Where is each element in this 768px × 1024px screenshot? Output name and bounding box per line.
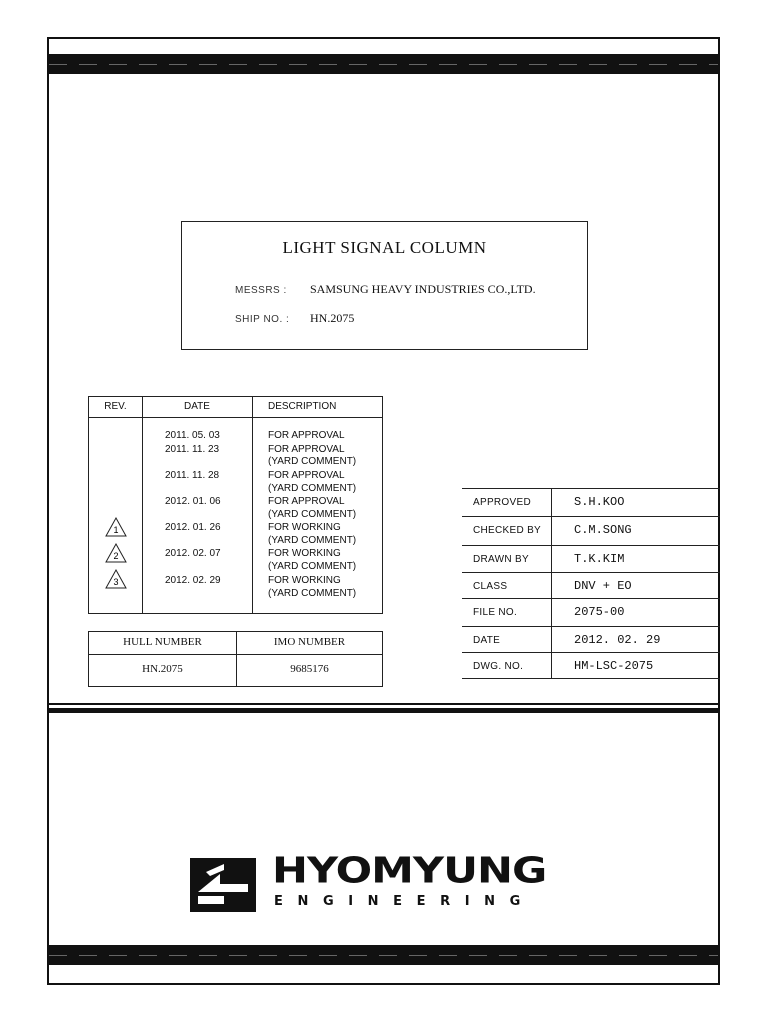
section-divider — [49, 708, 718, 713]
header-rule — [89, 417, 382, 418]
imo-number-label: IMO NUMBER — [273, 636, 346, 648]
approved-value: S.H.KOO — [574, 495, 625, 509]
column-divider — [142, 397, 143, 613]
company-logo — [190, 850, 580, 914]
messrs-value: SAMSUNG HEAVY INDUSTRIES CO.,LTD. — [310, 282, 536, 296]
dwg-no-label: DWG. NO. — [473, 661, 524, 672]
hull-number-value: HN.2075 — [142, 663, 183, 675]
column-divider — [252, 397, 253, 613]
rev-description: (YARD COMMENT) — [268, 561, 357, 572]
header-rule — [89, 654, 382, 655]
class-value: DNV + EO — [574, 579, 632, 593]
file-no-value: 2075-00 — [574, 605, 625, 619]
rev-date: 2012. 02. 07 — [165, 548, 221, 559]
rev-description: FOR APPROVAL — [268, 444, 345, 455]
revision-number: 3 — [113, 577, 119, 587]
rev-description: FOR APPROVAL — [268, 430, 345, 441]
ship-no-value: HN.2075 — [310, 311, 355, 325]
description-header: DESCRIPTION — [268, 401, 337, 412]
rev-description: FOR APPROVAL — [268, 470, 345, 481]
approval-bottom-rule — [462, 678, 720, 679]
rev-description: (YARD COMMENT) — [268, 456, 357, 467]
rev-date: 2011. 11. 28 — [165, 470, 220, 481]
dwg-no-value: HM-LSC-2075 — [574, 659, 654, 673]
checked-by-row — [462, 516, 720, 544]
rev-description: (YARD COMMENT) — [268, 483, 357, 494]
top-border-band — [49, 54, 718, 74]
imo-number-value: 9685176 — [290, 663, 329, 675]
revision-triangle-icon — [105, 569, 127, 589]
file-no-row — [462, 598, 720, 626]
revision-table — [88, 396, 383, 614]
rev-description: FOR WORKING — [268, 575, 341, 586]
hull-imo-table — [88, 631, 383, 687]
company-name: HYOMYUNG — [272, 850, 547, 892]
rev-description: FOR WORKING — [268, 548, 341, 559]
approved-row — [462, 488, 720, 516]
drawn-by-row — [462, 545, 720, 573]
rev-header: REV. — [104, 401, 127, 412]
drawn-by-label: DRAWN BY — [473, 554, 529, 565]
bottom-border-band — [49, 945, 718, 965]
rev-description: FOR APPROVAL — [268, 496, 345, 507]
rev-date: 2011. 05. 03 — [165, 430, 220, 441]
section-divider — [49, 703, 718, 705]
rev-description: FOR WORKING — [268, 522, 341, 533]
drawn-by-value: T.K.KIM — [574, 552, 625, 566]
checked-by-label: CHECKED BY — [473, 525, 542, 536]
rev-description: (YARD COMMENT) — [268, 509, 357, 520]
rev-description: (YARD COMMENT) — [268, 535, 357, 546]
company-subtitle: ENGINEERING — [274, 894, 535, 909]
hyomyung-emblem-icon — [190, 858, 256, 912]
date-row — [462, 626, 720, 654]
messrs-label: MESSRS : — [235, 285, 287, 296]
hull-number-label: HULL NUMBER — [123, 636, 202, 648]
rev-date: 2012. 01. 26 — [165, 522, 221, 533]
revision-number: 2 — [113, 551, 119, 561]
approved-label: APPROVED — [473, 497, 531, 508]
date-value: 2012. 02. 29 — [574, 633, 661, 647]
drawing-title: LIGHT SIGNAL COLUMN — [282, 238, 487, 257]
rev-description: (YARD COMMENT) — [268, 588, 357, 599]
class-label: CLASS — [473, 581, 508, 592]
file-no-label: FILE NO. — [473, 607, 518, 618]
rev-date: 2012. 01. 06 — [165, 496, 221, 507]
revision-number: 1 — [113, 525, 119, 535]
title-block — [181, 221, 588, 350]
class-row — [462, 572, 720, 600]
rev-date: 2011. 11. 23 — [165, 444, 220, 455]
dwg-no-row — [462, 652, 720, 680]
ship-no-label: SHIP NO. : — [235, 314, 290, 325]
rev-date: 2012. 02. 29 — [165, 575, 221, 586]
date-label: DATE — [473, 635, 501, 646]
date-header: DATE — [184, 401, 210, 412]
revision-triangle-icon — [105, 543, 127, 563]
approval-block — [462, 488, 720, 679]
checked-by-value: C.M.SONG — [574, 523, 632, 537]
revision-triangle-icon — [105, 517, 127, 537]
